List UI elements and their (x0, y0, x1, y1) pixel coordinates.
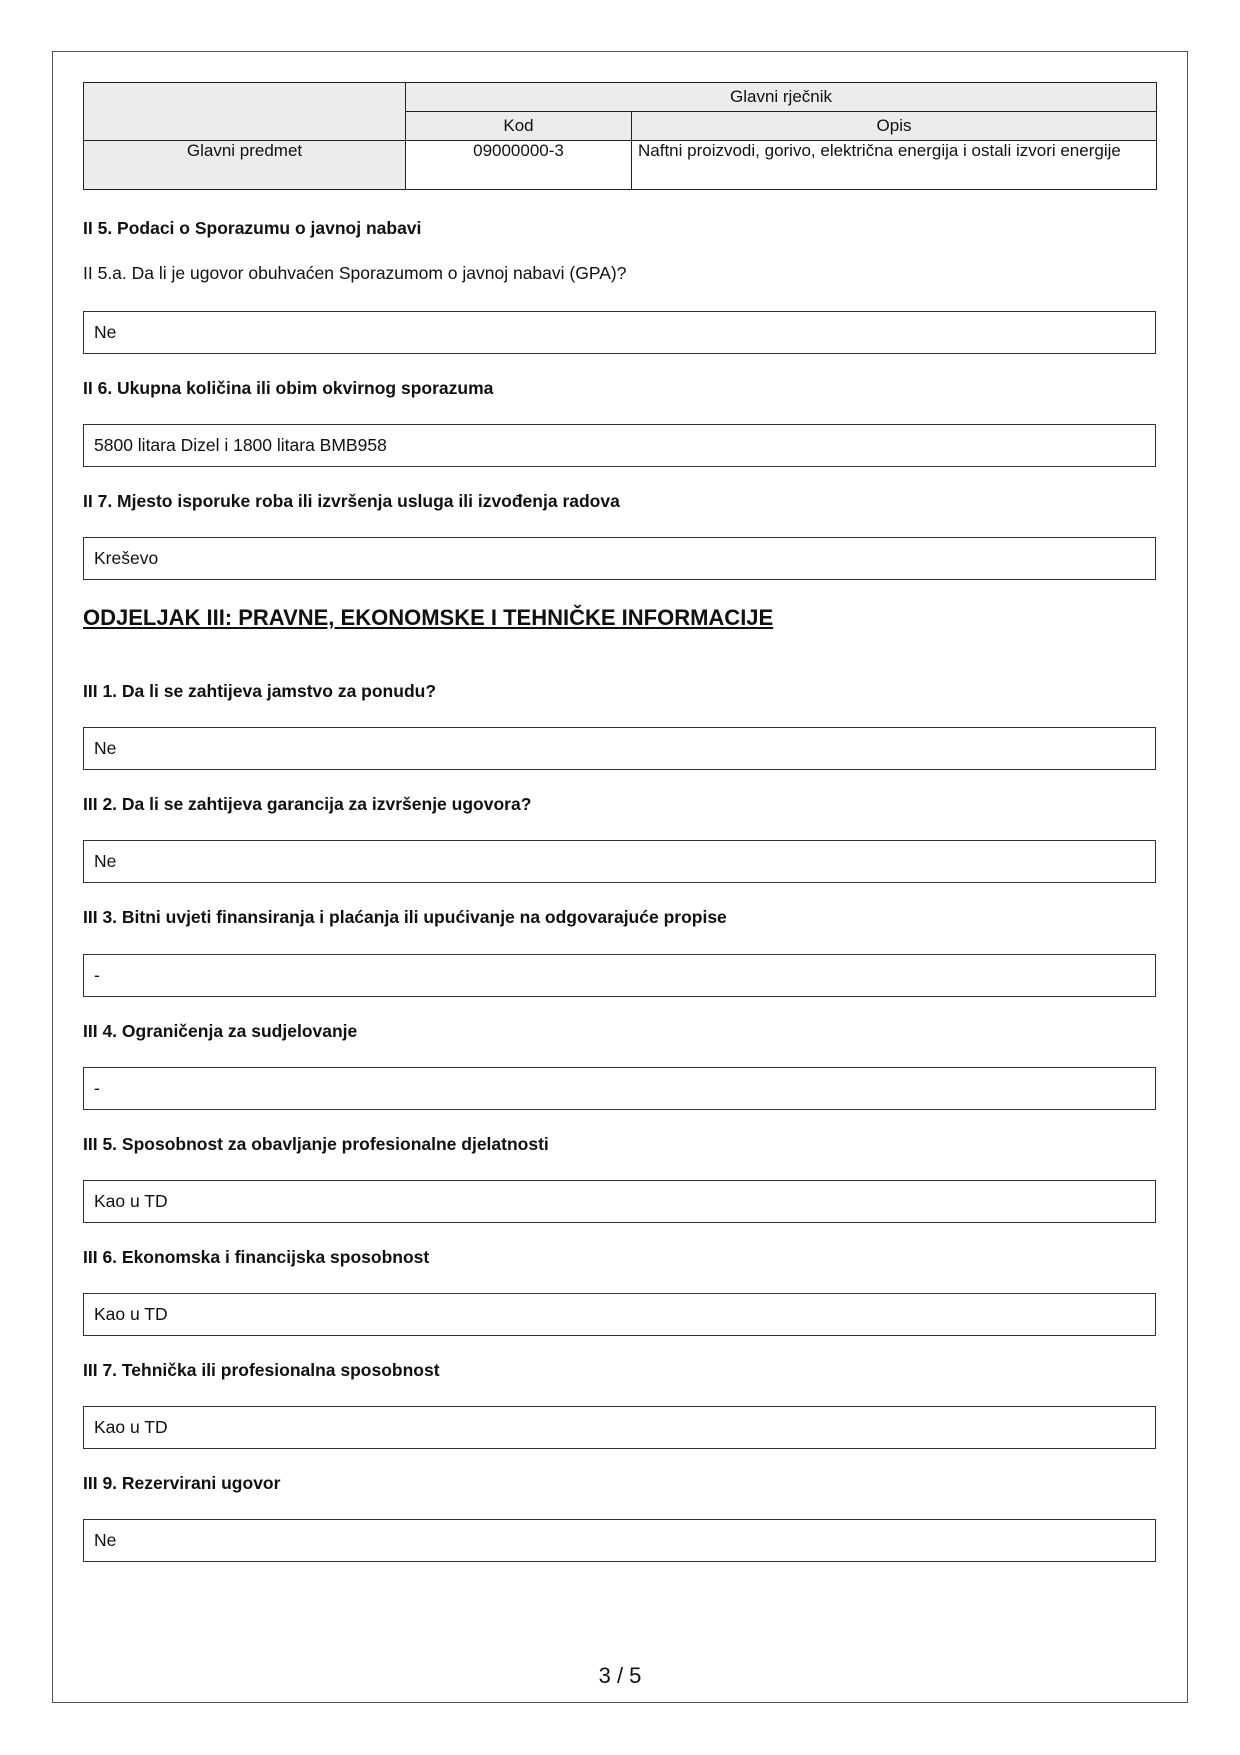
cpv-empty-corner (84, 83, 406, 141)
document-content (83, 82, 1156, 1550)
iii7-heading: III 7. Tehnička ili profesionalna sposobnost (83, 1360, 440, 1380)
iii6-heading: III 6. Ekonomska i financijska sposobnost (83, 1247, 430, 1267)
iii7-value-box: Kao u TD (83, 1406, 1156, 1449)
iii3-heading: III 3. Bitni uvjeti finansiranja i plaćanja ili upućivanje na odgovarajuće propise (83, 907, 727, 927)
cpv-row-label: Glavni predmet (84, 141, 406, 190)
cpv-row-desc: Naftni proizvodi, gorivo, električna energija i ostali izvori energije (632, 141, 1157, 190)
ii7-heading: II 7. Mjesto isporuke roba ili izvršenja usluga ili izvođenja radova (83, 491, 620, 511)
iii9-value-box: Ne (83, 1519, 1156, 1562)
iii2-heading: III 2. Da li se zahtijeva garancija za izvršenje ugovora? (83, 794, 532, 814)
iii3-value-box: - (83, 954, 1156, 997)
iii5-value-box: Kao u TD (83, 1180, 1156, 1223)
cpv-table (83, 82, 1157, 190)
iii6-value-box: Kao u TD (83, 1293, 1156, 1336)
iii1-value-box: Ne (83, 727, 1156, 770)
iii5-heading: III 5. Sposobnost za obavljanje profesionalne djelatnosti (83, 1134, 549, 1154)
ii7-value-box: Kreševo (83, 537, 1156, 580)
ii5a-value-box: Ne (83, 311, 1156, 354)
ii6-value-box: 5800 litara Dizel i 1800 litara BMB958 (83, 424, 1156, 467)
iii4-heading: III 4. Ograničenja za sudjelovanje (83, 1021, 358, 1041)
page-number: 3 / 5 (598, 1663, 642, 1688)
ii5-heading: II 5. Podaci o Sporazumu o javnoj nabavi (83, 218, 422, 238)
section-iii-title: ODJELJAK III: PRAVNE, EKONOMSKE I TEHNIČKE INFORMACIJE (83, 605, 774, 630)
iii4-value-box: - (83, 1067, 1156, 1110)
ii5a-question: II 5.a. Da li je ugovor obuhvaćen Sporazumom o javnoj nabavi (GPA)? (83, 263, 627, 283)
iii2-value-box: Ne (83, 840, 1156, 883)
cpv-col-code: Kod (406, 112, 632, 141)
ii6-heading: II 6. Ukupna količina ili obim okvirnog sporazuma (83, 378, 494, 398)
cpv-header-main: Glavni rječnik (406, 83, 1157, 112)
cpv-row-code: 09000000-3 (406, 141, 632, 190)
iii9-heading: III 9. Rezervirani ugovor (83, 1473, 281, 1493)
iii1-heading: III 1. Da li se zahtijeva jamstvo za ponudu? (83, 681, 437, 701)
cpv-col-desc: Opis (632, 112, 1157, 141)
